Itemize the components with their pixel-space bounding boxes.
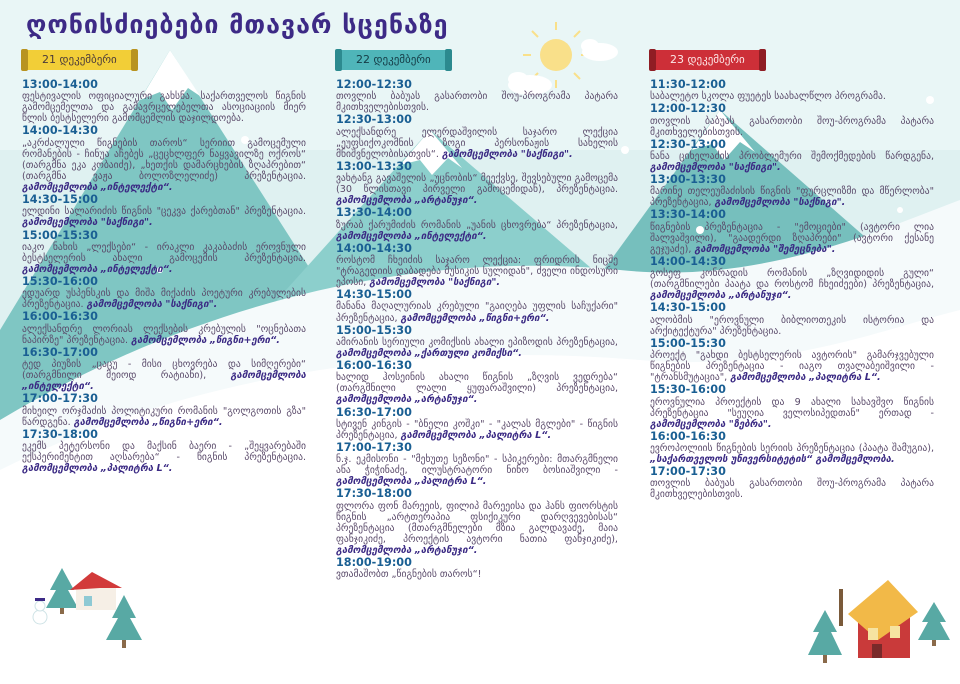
entry-time: 15:00-15:30	[336, 323, 412, 337]
schedule-entry	[22, 78, 306, 124]
entry-text: ვახტანგ გავაშელის „უცნობის“ მეექვსე, შევსებული გამოცემა (30 წლისთავი პირველი გამოცემიდან), პრეზენტაცია.	[336, 173, 618, 196]
entry-publisher: გამომცემლობა „პალიტრა L“.	[400, 429, 552, 441]
schedule-entry	[650, 138, 934, 173]
entry-description	[650, 315, 934, 337]
schedule-entry	[650, 102, 934, 137]
entry-publisher: გამომცემლობა "საქნიგი".	[369, 277, 500, 289]
entry-description	[650, 397, 934, 430]
entry-text: ელდინი სალარიძის წიგნის "ცეკვა ქარებთან" პრეზენტაცია.	[22, 206, 306, 218]
entry-publisher: გამომცემლობა „არტანუჯი“.	[336, 544, 478, 556]
entry-time: 12:30-13:00	[650, 137, 726, 151]
entry-publisher: გამომცემლობა "საქნიგი".	[86, 299, 218, 311]
entry-text: სტივენ კინგის - "ბნელი კოშკი" - "კალას მგლები" - წიგნის პრეზენტაცია,	[336, 418, 618, 441]
entry-text: ალექსანდრე ლორიას ლექსების კრებულის "ოცნებათა ნაპირზე" პრეზენტაცია.	[22, 323, 306, 346]
schedule-entry	[336, 359, 618, 405]
entry-publisher: გამომცემლობა „ინტელექტი“.	[22, 182, 173, 194]
schedule-entry	[336, 206, 618, 241]
entry-description	[336, 255, 618, 288]
schedule-entry	[650, 301, 934, 336]
schedule-entry	[336, 556, 618, 580]
entry-description	[336, 419, 618, 441]
schedule-list	[336, 78, 618, 580]
schedule-entry	[336, 160, 618, 206]
entry-description	[22, 138, 306, 193]
entry-description	[650, 443, 934, 465]
entry-text: ნანა ციხელაძის პრობლემური შემოქმედების წარდგენა,	[650, 150, 934, 162]
schedule-entry	[650, 208, 934, 254]
entry-description	[22, 288, 306, 310]
entry-text: წიგნების პრეზენტაცია - "ემოციები" (ავტორი ლია შალვაშვილი), "გაადერდი ზღაპრები" (ავტორი ქესანე გეჯუაძე),	[650, 221, 934, 255]
entry-publisher: გამომცემლობა „არტანუჯი“.	[336, 195, 478, 207]
entry-description	[650, 268, 934, 301]
entry-description	[22, 406, 306, 428]
entry-time: 15:30-16:00	[22, 275, 98, 289]
entry-publisher: გამომცემლობა "ზებრა".	[650, 418, 772, 430]
schedule-entry	[650, 383, 934, 429]
entry-text: ევროპოლიის წიგნების სერიის პრეზენტაცია (პაატა შამუგია),	[650, 443, 934, 454]
entry-description	[336, 220, 618, 242]
entry-text: ნ.ჯ. ეკმისონი - "მეხუთე სეზონი" - სპიკერები: მთარგმნელი ანა ჭიჭინაძე, ილუსტრატორი ნინო ბოსიაშვილი -	[336, 454, 618, 477]
entry-time: 13:00-13:30	[336, 159, 412, 173]
schedule-entry	[22, 310, 306, 345]
entry-time: 16:30-17:00	[336, 405, 412, 419]
schedule-entry	[22, 428, 306, 474]
entry-time: 14:30-15:00	[650, 301, 726, 315]
entry-publisher: გამომცემლობა "საქნიგი".	[650, 161, 781, 173]
entry-publisher: გამომცემლობა „პალიტრა L“.	[730, 372, 881, 384]
entry-description	[336, 501, 618, 556]
entry-publisher: გამომცემლობა „ინტელექტი“.	[22, 370, 306, 393]
entry-time: 17:00-17:30	[650, 465, 726, 479]
entry-time: 18:00-19:00	[336, 556, 412, 570]
entry-text: მიხეილ ორჯმაძის პოლიტიკური რომანის "გოლგოთის გზა" წარდგენა.	[22, 405, 306, 428]
date-tag-23: 23 დეკემბერი	[654, 50, 761, 70]
entry-text: „აკრძალული წიგნების თაროს“ სერიით გამოცემული რომანების - ჩინუა აჩებეს „ცეცხლფერ ნაყვავილზე ოქროს“ (თარგმნა ეკა კობაიძე), „ხეთქის დამარცხების ზღაპრებით“ (თარგმნა ვაჟა ბოლოზლელიძე) პრეზენტაცია.	[22, 137, 306, 182]
entry-publisher: გამომცემლობა „არტანუჯი“.	[650, 290, 792, 302]
entry-time: 14:00-14:30	[336, 241, 412, 255]
entry-time: 15:00-15:30	[650, 336, 726, 350]
entry-time: 15:00-15:30	[22, 228, 98, 242]
schedule-entry	[336, 441, 618, 487]
entry-time: 16:00-16:30	[336, 359, 412, 373]
schedule-entry	[650, 430, 934, 465]
entry-time: 11:30-12:00	[650, 78, 726, 91]
entry-time: 17:30-18:00	[22, 427, 98, 441]
schedule-entry	[22, 124, 306, 193]
date-tag-22: 22 დეკემბერი	[340, 50, 447, 70]
entry-description	[650, 350, 934, 383]
entry-time: 16:30-17:00	[22, 345, 98, 359]
entry-description	[22, 242, 306, 275]
entry-text: იაკო ნახის „ლექსები“ - ირაკლი კაკაბაძის ეროვნული ბესტსელერის ახალი გამოცემის პრეზენტაცია.	[22, 241, 306, 264]
entry-description	[22, 324, 306, 346]
entry-description	[650, 222, 934, 255]
entry-description	[22, 91, 306, 124]
entry-publisher: გამომცემლობა „პალიტრა L“.	[22, 463, 173, 475]
entry-time: 17:30-18:00	[336, 487, 412, 501]
entry-description	[336, 301, 618, 323]
entry-text: მანანა მაღალურიას კრებული "გაიღება უფლის საჩუქარი" პრეზენტაცია,	[336, 301, 618, 324]
day-column-21	[22, 48, 306, 474]
entry-description	[650, 478, 934, 500]
entry-text: ფესტივალის ოფიციალური გახსნა. საქართველოს წიგნის გამომცემელთა და გამავრცელებელთა ასოციაციის მიერ წლის ბესტსელერი გამომცემლის დაჯილდოება.	[22, 91, 306, 125]
entry-publisher: გამომცემლობა „ინტელექტი“.	[22, 263, 173, 275]
entry-publisher: გამომცემლობა "შემეცნება".	[694, 243, 836, 255]
entry-description	[336, 173, 618, 206]
entry-publisher: გამომცემლობა „ქართული კომიქსი“.	[336, 347, 522, 359]
entry-text: თოვლის ბაბუას გასართობი შოუ-პროგრამა პატარა მკითხველებისთვის.	[650, 478, 934, 501]
entry-time: 13:30-14:00	[650, 208, 726, 222]
schedule-entry	[336, 288, 618, 323]
schedule-entry	[336, 242, 618, 288]
entry-publisher: გამომცემლობა „წიგნი+ერი“.	[400, 312, 550, 324]
entry-description	[650, 91, 934, 102]
entry-text: ეროვნულია პროექტის და 9 ახალი სახავშვო წიგნის პრეზენტაცია "სეუღია ველოსიპედთან" ერთად -	[650, 396, 934, 419]
date-tag-21: 21 დეკემბერი	[26, 50, 133, 70]
entry-publisher: გამომცემლობა „ინტელექტი“.	[336, 230, 487, 242]
schedule-entry	[22, 346, 306, 392]
entry-publisher: გამომცემლობა „პალიტრა L“.	[336, 476, 487, 488]
entry-text: ამირანის სერიული კომიქსის ახალი ეპიზოდის პრეზენტაცია,	[336, 336, 618, 348]
entry-text: ტედ პიუზის „ცაცუ - მისი ცხოვრება და სიმღერები“ (თარგმნილი მეიოდ რატიანი),	[22, 359, 306, 382]
day-column-22	[336, 48, 618, 580]
entry-description	[336, 454, 618, 487]
entry-text: საბალეტო სკოლა ფუეტეს საახალწლო პროგრამა.	[650, 91, 886, 103]
entry-text: თოვლის ბაბუას გასართობი შოუ-პროგრამა პატარა მკითხველებისთვის.	[650, 115, 934, 138]
schedule-entry	[336, 113, 618, 159]
entry-description	[22, 441, 306, 474]
entry-time: 12:30-13:00	[336, 113, 412, 127]
entry-time: 14:30-15:00	[22, 193, 98, 207]
entry-publisher: გამომცემლობა „არტანუჯი“.	[336, 394, 478, 406]
entry-text: თოვლის ბაბუას გასართობი შოუ-პროგრამა პატარა მკითხველებისთვის.	[336, 91, 618, 114]
schedule-entry	[22, 275, 306, 310]
entry-time: 17:00-17:30	[336, 440, 412, 454]
schedule-entry	[336, 406, 618, 441]
entry-time: 14:30-15:00	[336, 288, 412, 302]
schedule-list	[650, 78, 934, 501]
schedule-entry	[336, 487, 618, 556]
entry-description	[336, 372, 618, 405]
entry-time: 16:00-16:30	[22, 310, 98, 324]
schedule-entry	[22, 392, 306, 427]
entry-publisher: გამომცემლობა „წიგნი+ერი“.	[131, 334, 280, 346]
entry-text: ედუარდ უსპენსკის და მიშა მიქაძის პოეტური კრებულების პრეზენტაცია.	[22, 288, 306, 311]
entry-time: 13:00-14:00	[22, 78, 98, 91]
entry-text: როსტომ ჩხეიძის საჯარო ლექცია: ფრიდრის ნიცშე "ტრაგედიის დაბადება მუსიკის სულიდან", ძველი ინდოსური ეპოსი,	[336, 254, 618, 289]
entry-text: ეკემს პეტერსონი და მაქსინ ბაერი - „შეყვარებაში ექსპერიმენტით აღსარება“ - წიგნის პრეზენტაცია.	[22, 440, 306, 463]
entry-text: ფლორა ფონ მარეეის, ფილიპ მარეეისა და ჰანს ფიორსტის წიგნის „არტთერაპია ფსიქიკური დარღვევებისას“ პრეზენტაცია (მთარგმნელები მზია გალდავაძე, მაია ფანჯიკიძე, პროექტის ავტორი ნათია ფანჯიკიძე),	[336, 500, 618, 545]
schedule-entry	[650, 465, 934, 500]
day-column-23	[650, 48, 934, 501]
entry-text: ალობმის "ეროვნული ბიბლიოთეკის ისტორია და არქიტექტურა" პრეზენტაცია.	[650, 314, 934, 337]
entry-time: 12:00-12:30	[650, 102, 726, 116]
entry-time: 14:00-14:30	[22, 124, 98, 138]
entry-publisher: გამომცემლობა "საქნიგი".	[442, 148, 573, 160]
schedule-entry	[336, 78, 618, 113]
entry-publisher: გამომცემლობა „წიგნი+ერი“.	[73, 416, 223, 428]
entry-description	[650, 151, 934, 173]
entry-description	[22, 359, 306, 392]
schedule-entry	[650, 337, 934, 383]
entry-time: 15:30-16:00	[650, 383, 726, 397]
entry-text: ვთამაშობთ „წიგნების თაროს“!	[336, 569, 482, 581]
entry-text: ხალიდ ჰოსეინის ახალი წიგნის „ზღვის ვედრება“ (თარგმნილი ლალი ყუფარაშვილი) პრეზენტაცია,	[336, 372, 618, 395]
page-title: ღონისძიებები მთავარ სცენაზე	[26, 10, 449, 39]
entry-time: 17:00-17:30	[22, 392, 98, 406]
entry-time: 13:00-13:30	[650, 173, 726, 187]
entry-time: 13:30-14:00	[336, 206, 412, 220]
entry-text: ალექსანდრე ელერდაშვილის საჯარო ლექცია „ეუფსიქოკომნის ზოგი პერსონაჟის სახელის მნიშვნელობისათვის“.	[336, 126, 618, 160]
entry-description	[336, 337, 618, 359]
entry-time: 14:00-14:30	[650, 254, 726, 268]
entry-text: მარინე თელეუმაძისის წიგნის "ფურცლიზმი და მწერლობა" პრეზენტაცია,	[650, 186, 934, 209]
entry-description	[650, 116, 934, 138]
entry-publisher: გამომცემლობა "საქნიგი".	[714, 197, 846, 209]
schedule-entry	[650, 78, 934, 102]
schedule-entry	[650, 255, 934, 301]
schedule-entry	[336, 324, 618, 359]
entry-time: 16:00-16:30	[650, 429, 726, 443]
entry-publisher: გამომცემლობა "საქნიგი".	[22, 217, 153, 229]
entry-time: 12:00-12:30	[336, 78, 412, 91]
schedule-entry	[22, 193, 306, 228]
entry-description	[336, 91, 618, 113]
entry-text: პროექტ "გახდი ბესტსელერის ავტორის" გამარჯვებული წიგნების პრეზენტაცია - იაგო თვალაბეიშვილი - "ტრანსმუტაცია",	[650, 350, 934, 384]
schedule-list	[22, 78, 306, 474]
schedule-entry	[650, 173, 934, 208]
entry-description	[336, 569, 618, 580]
entry-description	[336, 127, 618, 160]
entry-publisher: „საქართველოს უნივერსიტეტის“ გამომცემლობა.	[650, 454, 895, 466]
schedule-entry	[22, 229, 306, 275]
entry-text: გოსეფ კონრადის რომანის „ზღვიდიდის გული“ (თარგმნილები პაატა და როსტომ ჩხეიძეები) პრეზენტაცია,	[650, 268, 934, 291]
entry-description	[650, 186, 934, 208]
entry-description	[22, 206, 306, 228]
entry-text: ზურაბ ქარუმიძის რომანის „უანის ცხოვრება“ პრეზენტაცია,	[336, 219, 618, 231]
